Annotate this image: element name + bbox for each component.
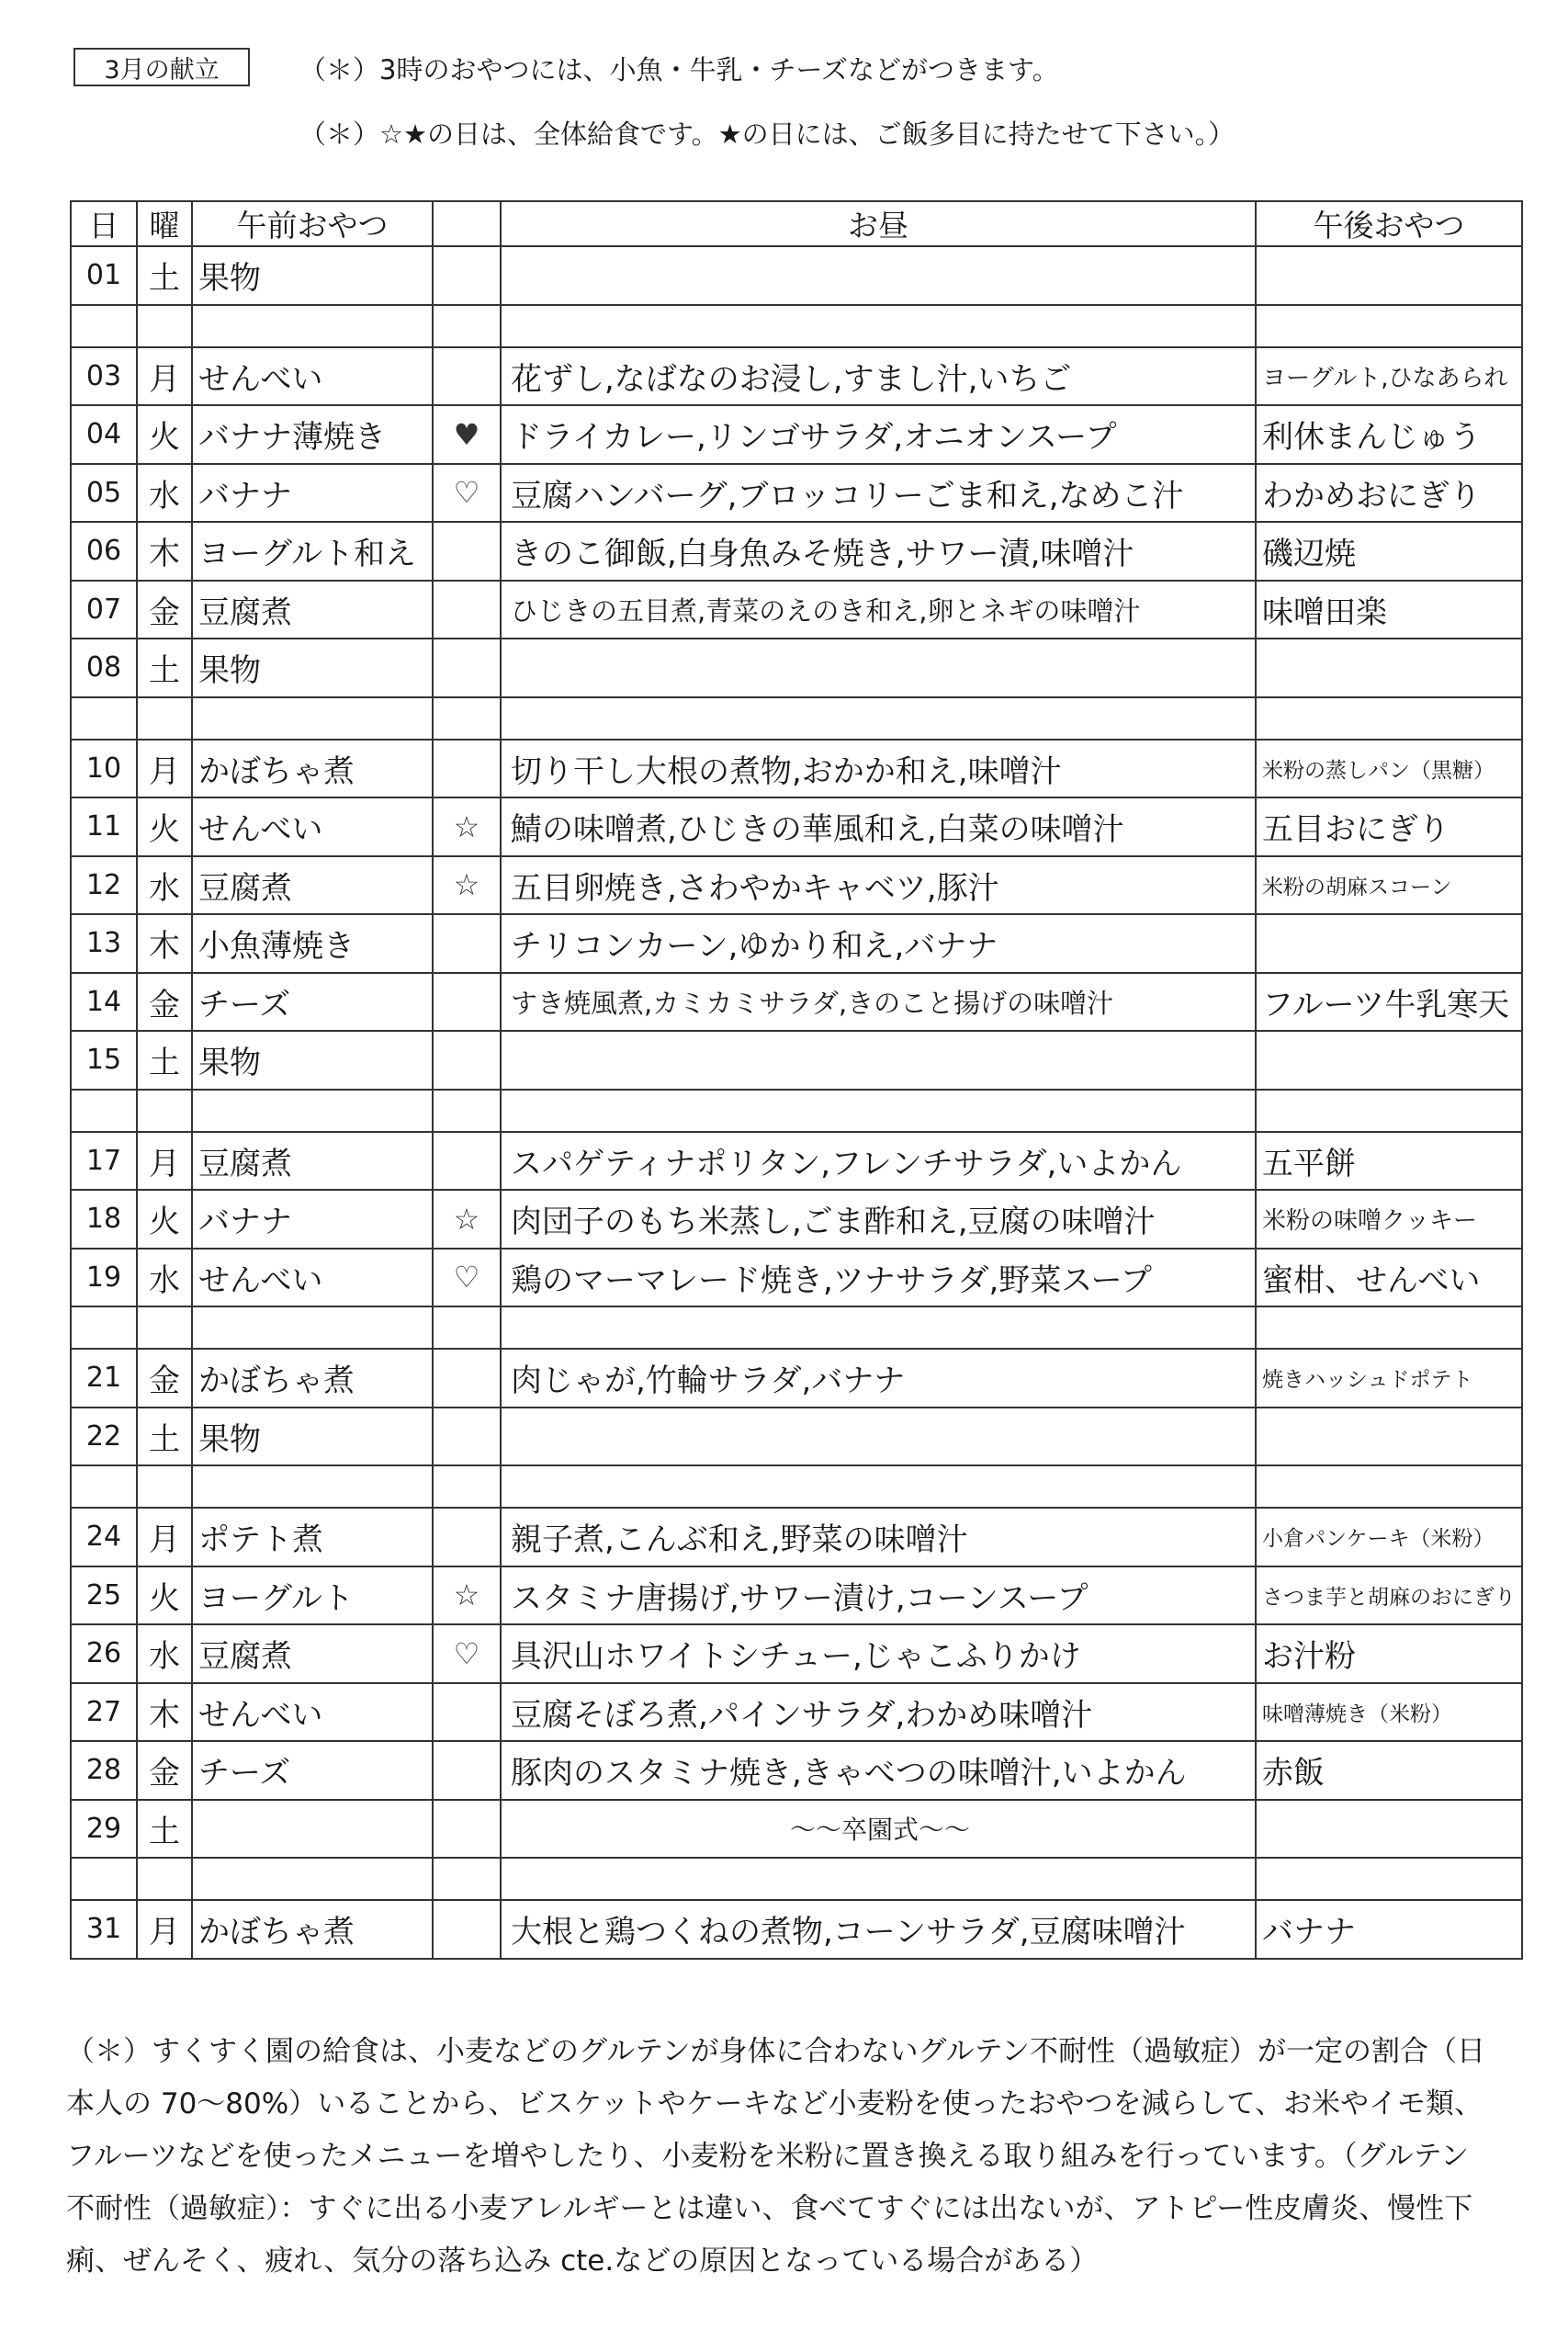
afternoon-snack-cell	[1256, 639, 1522, 697]
morning-snack-cell: 豆腐煮	[192, 581, 433, 639]
weekday-cell	[137, 1306, 192, 1349]
day-cell: 03	[71, 347, 137, 406]
day-cell: 18	[71, 1190, 137, 1249]
table-row	[71, 1465, 1522, 1508]
weekday-cell: 水	[137, 856, 192, 915]
day-cell: 28	[71, 1741, 137, 1800]
afternoon-snack-cell	[1256, 1090, 1522, 1132]
table-row	[71, 522, 1522, 581]
group-meal-mark	[433, 1858, 501, 1900]
lunch-cell: すき焼風煮,カミカミサラダ,きのこと揚げの味噌汁	[501, 973, 1256, 1032]
table-row	[71, 1741, 1522, 1800]
morning-snack-cell: かぼちゃ煮	[192, 740, 433, 798]
weekday-cell: 月	[137, 347, 192, 406]
table-row	[71, 1858, 1522, 1900]
afternoon-snack-cell: 五平餅	[1256, 1132, 1522, 1191]
afternoon-snack-cell	[1256, 1408, 1522, 1466]
morning-snack-cell: せんべい	[192, 1249, 433, 1307]
table-row	[71, 697, 1522, 740]
weekday-cell	[137, 1858, 192, 1900]
weekday-cell: 月	[137, 740, 192, 798]
day-cell: 22	[71, 1408, 137, 1466]
lunch-cell: 大根と鶏つくねの煮物,コーンサラダ,豆腐味噌汁	[501, 1900, 1256, 1959]
morning-snack-cell	[192, 1090, 433, 1132]
weekday-cell: 金	[137, 581, 192, 639]
footnote-line: 本人の 70～80%）いることから、ビスケットやケーキなど小麦粉を使ったおやつを減らして、お米やイモ類、	[66, 2087, 1483, 2120]
day-cell: 21	[71, 1349, 137, 1408]
afternoon-snack-cell: 赤飯	[1256, 1741, 1522, 1800]
afternoon-snack-cell: 小倉パンケーキ（米粉）	[1256, 1508, 1522, 1566]
lunch-cell	[501, 1465, 1256, 1508]
gluten-footnote	[66, 2026, 1517, 2288]
afternoon-snack-cell: お汁粉	[1256, 1624, 1522, 1683]
lunch-cell	[501, 246, 1256, 305]
group-meal-mark: ☆	[433, 856, 501, 915]
day-cell: 01	[71, 246, 137, 305]
morning-snack-cell: 果物	[192, 639, 433, 697]
group-meal-mark: ♥	[433, 405, 501, 464]
day-cell: 04	[71, 405, 137, 464]
table-row	[71, 1349, 1522, 1408]
weekday-cell: 月	[137, 1900, 192, 1959]
lunch-cell: 五目卵焼き,さわやかキャベツ,豚汁	[501, 856, 1256, 915]
morning-snack-cell: ポテト煮	[192, 1508, 433, 1566]
afternoon-snack-cell: 蜜柑、せんべい	[1256, 1249, 1522, 1307]
morning-snack-cell: 果物	[192, 1408, 433, 1466]
day-cell: 29	[71, 1800, 137, 1859]
group-meal-mark	[433, 740, 501, 798]
morning-snack-cell: 豆腐煮	[192, 1624, 433, 1683]
table-header-row	[71, 201, 1522, 246]
afternoon-snack-cell	[1256, 246, 1522, 305]
weekday-cell: 金	[137, 1349, 192, 1408]
group-meal-mark	[433, 914, 501, 973]
morning-snack-cell	[192, 305, 433, 347]
menu-title: 3月の献立	[73, 48, 250, 86]
day-cell: 24	[71, 1508, 137, 1566]
afternoon-snack-cell: 焼きハッシュドポテト	[1256, 1349, 1522, 1408]
morning-snack-cell: バナナ	[192, 464, 433, 523]
day-cell	[71, 1465, 137, 1508]
lunch-cell	[501, 305, 1256, 347]
afternoon-snack-cell	[1256, 1306, 1522, 1349]
table-row	[71, 914, 1522, 973]
day-cell	[71, 1858, 137, 1900]
group-meal-mark	[433, 1800, 501, 1859]
footnote-line: 不耐性（過敏症）：すぐに出る小麦アレルギーとは違い、食べてすぐには出ないが、アトピー性皮膚炎、慢性下	[66, 2192, 1473, 2225]
afternoon-snack-cell: バナナ	[1256, 1900, 1522, 1959]
day-cell: 07	[71, 581, 137, 639]
lunch-cell: 豚肉のスタミナ焼き,きゃべつの味噌汁,いよかん	[501, 1741, 1256, 1800]
afternoon-snack-cell: 五目おにぎり	[1256, 797, 1522, 856]
lunch-cell: 具沢山ホワイトシチュー,じゃこふりかけ	[501, 1624, 1256, 1683]
group-meal-mark	[433, 697, 501, 740]
weekday-cell: 水	[137, 1249, 192, 1307]
group-meal-mark: ♡	[433, 1624, 501, 1683]
table-row	[71, 797, 1522, 856]
afternoon-snack-cell: さつま芋と胡麻のおにぎり	[1256, 1566, 1522, 1625]
group-meal-mark	[433, 305, 501, 347]
afternoon-snack-cell: 磯辺焼	[1256, 522, 1522, 581]
morning-snack-cell: ヨーグルト	[192, 1566, 433, 1625]
lunch-cell: きのこ御飯,白身魚みそ焼き,サワー漬,味噌汁	[501, 522, 1256, 581]
lunch-cell	[501, 1408, 1256, 1466]
table-row	[71, 1190, 1522, 1249]
morning-snack-cell	[192, 1800, 433, 1859]
group-meal-mark: ☆	[433, 797, 501, 856]
day-cell: 11	[71, 797, 137, 856]
morning-snack-cell: 果物	[192, 1031, 433, 1090]
weekday-cell: 土	[137, 246, 192, 305]
table-row	[71, 464, 1522, 523]
day-cell: 31	[71, 1900, 137, 1959]
group-meal-mark	[433, 1031, 501, 1090]
table-row	[71, 246, 1522, 305]
table-row	[71, 1683, 1522, 1742]
lunch-cell: 豆腐ハンバーグ,ブロッコリーごま和え,なめこ汁	[501, 464, 1256, 523]
group-meal-mark	[433, 1508, 501, 1566]
weekday-cell: 月	[137, 1508, 192, 1566]
lunch-cell: ～～卒園式～～	[501, 1800, 1256, 1859]
morning-snack-cell: チーズ	[192, 1741, 433, 1800]
group-meal-mark	[433, 1132, 501, 1191]
day-cell	[71, 305, 137, 347]
group-meal-mark	[433, 1900, 501, 1959]
lunch-cell: 肉団子のもち米蒸し,ごま酢和え,豆腐の味噌汁	[501, 1190, 1256, 1249]
day-cell: 13	[71, 914, 137, 973]
weekday-cell: 火	[137, 797, 192, 856]
afternoon-snack-cell: 味噌田楽	[1256, 581, 1522, 639]
afternoon-snack-cell: 米粉の味噌クッキー	[1256, 1190, 1522, 1249]
group-meal-mark	[433, 639, 501, 697]
lunch-cell: 鶏のマーマレード焼き,ツナサラダ,野菜スープ	[501, 1249, 1256, 1307]
group-meal-mark	[433, 1683, 501, 1742]
footnote-line: （＊）すくすく園の給食は、小麦などのグルテンが身体に合わないグルテン不耐性（過敏症）が一定の割合（日	[66, 2035, 1486, 2068]
lunch-cell: 親子煮,こんぶ和え,野菜の味噌汁	[501, 1508, 1256, 1566]
afternoon-snack-cell: 米粉の胡麻スコーン	[1256, 856, 1522, 915]
header-day: 日	[71, 201, 137, 246]
afternoon-snack-cell	[1256, 1465, 1522, 1508]
day-cell: 05	[71, 464, 137, 523]
lunch-cell	[501, 1031, 1256, 1090]
morning-snack-cell: 豆腐煮	[192, 1132, 433, 1191]
table-row	[71, 405, 1522, 464]
afternoon-snack-cell	[1256, 1800, 1522, 1859]
footnote-line: フルーツなどを使ったメニューを増やしたり、小麦粉を米粉に置き換える取り組みを行っています。（グルテン	[66, 2140, 1470, 2173]
group-lunch-note: （＊）☆★の日は、全体給食です。★の日には、ご飯多目に持たせて下さい。）	[299, 119, 1235, 150]
lunch-cell	[501, 1090, 1256, 1132]
weekday-cell: 土	[137, 1800, 192, 1859]
table-row	[71, 347, 1522, 406]
weekday-cell: 水	[137, 464, 192, 523]
group-meal-mark: ☆	[433, 1566, 501, 1625]
lunch-cell: 切り干し大根の煮物,おかか和え,味噌汁	[501, 740, 1256, 798]
weekday-cell	[137, 1090, 192, 1132]
lunch-cell: ドライカレー,リンゴサラダ,オニオンスープ	[501, 405, 1256, 464]
weekday-cell: 木	[137, 914, 192, 973]
table-row	[71, 305, 1522, 347]
lunch-cell: ひじきの五目煮,青菜のえのき和え,卵とネギの味噌汁	[501, 581, 1256, 639]
weekday-cell	[137, 697, 192, 740]
group-meal-mark: ♡	[433, 464, 501, 523]
weekday-cell: 木	[137, 522, 192, 581]
table-row	[71, 1408, 1522, 1466]
lunch-cell: スパゲティナポリタン,フレンチサラダ,いよかん	[501, 1132, 1256, 1191]
table-row	[71, 1031, 1522, 1090]
weekday-cell	[137, 1465, 192, 1508]
lunch-cell: 鯖の味噌煮,ひじきの華風和え,白菜の味噌汁	[501, 797, 1256, 856]
weekday-cell: 月	[137, 1132, 192, 1191]
morning-snack-cell: かぼちゃ煮	[192, 1349, 433, 1408]
morning-snack-cell: せんべい	[192, 347, 433, 406]
lunch-cell: チリコンカーン,ゆかり和え,バナナ	[501, 914, 1256, 973]
table-row	[71, 1090, 1522, 1132]
day-cell: 19	[71, 1249, 137, 1307]
weekday-cell: 金	[137, 973, 192, 1032]
afternoon-snack-cell	[1256, 1858, 1522, 1900]
day-cell: 15	[71, 1031, 137, 1090]
menu-table	[70, 200, 1523, 1960]
day-cell: 17	[71, 1132, 137, 1191]
morning-snack-cell: 小魚薄焼き	[192, 914, 433, 973]
group-meal-mark	[433, 1306, 501, 1349]
table-row	[71, 1800, 1522, 1859]
weekday-cell	[137, 305, 192, 347]
morning-snack-cell: バナナ薄焼き	[192, 405, 433, 464]
weekday-cell: 火	[137, 1190, 192, 1249]
weekday-cell: 土	[137, 1031, 192, 1090]
morning-snack-cell	[192, 697, 433, 740]
lunch-cell	[501, 697, 1256, 740]
day-cell	[71, 1306, 137, 1349]
lunch-cell: 肉じゃが,竹輪サラダ,バナナ	[501, 1349, 1256, 1408]
group-meal-mark	[433, 1349, 501, 1408]
day-cell: 10	[71, 740, 137, 798]
lunch-cell: 豆腐そぼろ煮,パインサラダ,わかめ味噌汁	[501, 1683, 1256, 1742]
header-weekday: 曜	[137, 201, 192, 246]
weekday-cell: 土	[137, 639, 192, 697]
table-row	[71, 1306, 1522, 1349]
morning-snack-cell: せんべい	[192, 797, 433, 856]
table-row	[71, 1624, 1522, 1683]
weekday-cell: 金	[137, 1741, 192, 1800]
afternoon-snack-cell: わかめおにぎり	[1256, 464, 1522, 523]
table-row	[71, 1249, 1522, 1307]
table-row	[71, 581, 1522, 639]
afternoon-snack-cell: 利休まんじゅう	[1256, 405, 1522, 464]
lunch-cell: 花ずし,なばなのお浸し,すまし汁,いちご	[501, 347, 1256, 406]
group-meal-mark	[433, 1090, 501, 1132]
afternoon-snack-cell: 味噌薄焼き（米粉）	[1256, 1683, 1522, 1742]
morning-snack-cell	[192, 1858, 433, 1900]
group-meal-mark	[433, 522, 501, 581]
group-meal-mark	[433, 1408, 501, 1466]
group-meal-mark	[433, 347, 501, 406]
lunch-cell: スタミナ唐揚げ,サワー漬け,コーンスープ	[501, 1566, 1256, 1625]
afternoon-snack-cell: 米粉の蒸しパン（黒糖）	[1256, 740, 1522, 798]
day-cell	[71, 1090, 137, 1132]
menu-table-body	[71, 246, 1522, 1959]
morning-snack-cell: バナナ	[192, 1190, 433, 1249]
footnote-line: 痢、ぜんそく、疲れ、気分の落ち込み cte.などの原因となっている場合がある）	[66, 2245, 1099, 2278]
morning-snack-cell	[192, 1306, 433, 1349]
morning-snack-cell: 豆腐煮	[192, 856, 433, 915]
table-row	[71, 1508, 1522, 1566]
table-row	[71, 1900, 1522, 1959]
morning-snack-cell: かぼちゃ煮	[192, 1900, 433, 1959]
weekday-cell: 土	[137, 1408, 192, 1466]
day-cell: 26	[71, 1624, 137, 1683]
table-row	[71, 973, 1522, 1032]
header-morning-snack: 午前おやつ	[192, 201, 433, 246]
table-row	[71, 639, 1522, 697]
header-afternoon-snack: 午後おやつ	[1256, 201, 1522, 246]
morning-snack-cell: ヨーグルト和え	[192, 522, 433, 581]
table-row	[71, 1566, 1522, 1625]
morning-snack-cell: 果物	[192, 246, 433, 305]
weekday-cell: 水	[137, 1624, 192, 1683]
afternoon-snack-cell: ヨーグルト,ひなあられ	[1256, 347, 1522, 406]
lunch-cell	[501, 1858, 1256, 1900]
afternoon-snack-cell	[1256, 914, 1522, 973]
snack-note: （＊）3時のおやつには、小魚・牛乳・チーズなどがつきます。	[299, 54, 1059, 85]
lunch-cell	[501, 1306, 1256, 1349]
group-meal-mark	[433, 1741, 501, 1800]
day-cell: 14	[71, 973, 137, 1032]
header-lunch: お昼	[501, 201, 1256, 246]
day-cell: 06	[71, 522, 137, 581]
group-meal-mark	[433, 246, 501, 305]
afternoon-snack-cell	[1256, 305, 1522, 347]
day-cell: 25	[71, 1566, 137, 1625]
group-meal-mark: ☆	[433, 1190, 501, 1249]
group-meal-mark	[433, 581, 501, 639]
morning-snack-cell: チーズ	[192, 973, 433, 1032]
table-row	[71, 856, 1522, 915]
afternoon-snack-cell	[1256, 1031, 1522, 1090]
day-cell: 12	[71, 856, 137, 915]
group-meal-mark	[433, 973, 501, 1032]
group-meal-mark: ♡	[433, 1249, 501, 1307]
table-row	[71, 740, 1522, 798]
weekday-cell: 木	[137, 1683, 192, 1742]
afternoon-snack-cell: フルーツ牛乳寒天	[1256, 973, 1522, 1032]
weekday-cell: 火	[137, 1566, 192, 1625]
table-row	[71, 1132, 1522, 1191]
header-mark	[433, 201, 501, 246]
morning-snack-cell: せんべい	[192, 1683, 433, 1742]
afternoon-snack-cell	[1256, 697, 1522, 740]
weekday-cell: 火	[137, 405, 192, 464]
day-cell: 27	[71, 1683, 137, 1742]
day-cell	[71, 697, 137, 740]
morning-snack-cell	[192, 1465, 433, 1508]
day-cell: 08	[71, 639, 137, 697]
group-meal-mark	[433, 1465, 501, 1508]
lunch-cell	[501, 639, 1256, 697]
